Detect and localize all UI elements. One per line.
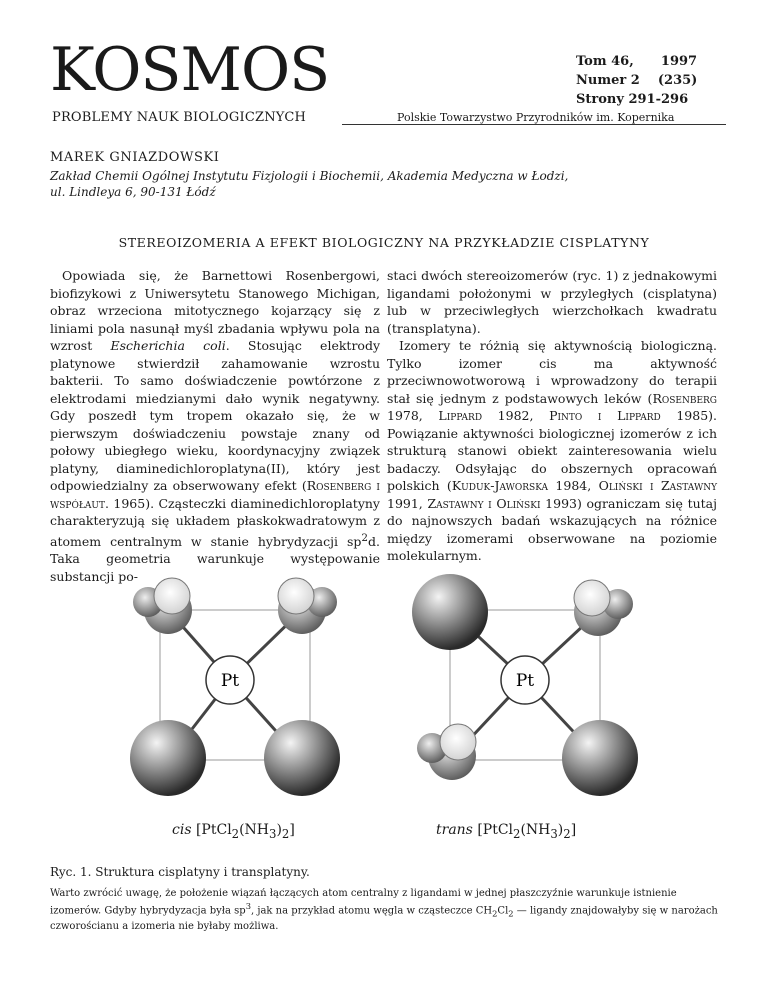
body-column-left bbox=[50, 267, 380, 585]
isomer-figure bbox=[120, 570, 660, 810]
article-title: STEREOIZOMERIA A EFEKT BIOLOGICZNY NA PRZYKŁADZIE CISPLATYNY bbox=[118, 235, 650, 250]
journal-subtitle: PROBLEMY NAUK BIOLOGICZNYCH bbox=[52, 110, 307, 125]
cis-formula: cis $[PtCl_2(NH_3)_2]$ bbox=[172, 822, 295, 841]
society-name: Polskie Towarzystwo Przyrodników im. Kopernika bbox=[397, 111, 675, 124]
author-name: MAREK GNIAZDOWSKI bbox=[50, 150, 220, 165]
chloride-ligand bbox=[130, 720, 206, 796]
pages-line: Strony 291-296 bbox=[576, 92, 689, 107]
figure-caption: Ryc. 1. Struktura cisplatyny i transplatyny. bbox=[50, 865, 310, 879]
body-column-right bbox=[387, 267, 717, 565]
paragraph: staci dwóch stereoizomerów (ryc. 1) z jednakowymi ligandami położonymi w przyległych (cisplatyna) lub w przeciwległych wierzchołkach kwadratu (transplatyna). bbox=[387, 268, 717, 336]
header-rule bbox=[342, 124, 726, 125]
chloride-ligand bbox=[562, 720, 638, 796]
volume-line: Tom 46, 1997 bbox=[576, 54, 698, 69]
chloride-ligand bbox=[412, 574, 488, 650]
cis-molecule bbox=[130, 578, 340, 796]
footnote: Warto zwrócić uwagę, że położenie wiązań łączących atom centralny z ligandami w jednej płaszczyźnie warunkuje istnienie izomerów. Gdyby hybrydyzacja była $sp^3$, jak na przykład atomu węgla w cząsteczce $CH_2Cl_2$ — ligandy znajdowałyby się w narożach czworościanu a izomeria nie byłaby możliwa. bbox=[50, 888, 718, 933]
trans-formula: trans $[PtCl_2(NH_3)_2]$ bbox=[436, 822, 577, 841]
ammine-ligand bbox=[278, 578, 337, 634]
affiliation-line: ul. Lindleya 6, 90-131 Łódź bbox=[50, 185, 216, 199]
paragraph: Izomery te różnią się aktywnością biologiczną. Tylko izomer cis ma aktywność przeciwnowotworową i wprowadzony do terapii stał się jednym z podstawowych leków (Rosenberg 1978, Lippard 1982, Pinto i Lippard 1985). Powiązanie aktywności biologicznej izomerów z ich strukturą stanowi obiekt zainteresowania wielu badaczy. Odsyłając do obszernych opracowań polskich (Kuduk-Jaworska 1984, Oliński i Zastawny 1991, Zastawny i Oliński 1993) ograniczam się tutaj do najnowszych badań wskazujących na różnice między izomerami obserwowane na poziomie molekularnym. bbox=[387, 338, 718, 563]
issue-meta bbox=[576, 52, 697, 109]
platinum-label: Pt bbox=[220, 671, 240, 691]
ammine-ligand bbox=[417, 724, 476, 780]
chloride-ligand bbox=[264, 720, 340, 796]
platinum-label: Pt bbox=[515, 671, 535, 691]
affiliation bbox=[50, 168, 690, 200]
journal-name: KOSMOS bbox=[50, 35, 330, 105]
paragraph: Opowiada się, że Barnettowi Rosenbergowi, biofizykowi z Uniwersytetu Stanowego Michigan, obraz wrzeciona mitotycznego kojarzący się z liniami pola nasunął myśl zbadania wpływu pola na wzrost Escherichia coli. Stosując elektrody platynowe stwierdził zahamowanie wzrostu bakterii. To samo doświadczenie powtórzone z elektrodami miedzianymi dało wynik negatywny. Gdy poszedł tym tropem okazało się, że w pierwszym doświadczeniu powstaje znany od połowy ubiegłego wieku, koordynacyjny związek platyny, diaminedichloroplatyna(II), który jest odpowiedzialny za obserwowany efekt (Rosenberg i współaut. 1965). Cząsteczki diaminedichloroplatyny charakteryzują się układem płaskokwadratowym z atomem centralnym w stanie hybrydyzacji $sp^2d$. Taka geometria warunkuje występowanie substancji po- bbox=[50, 268, 381, 584]
affiliation-line: Zakład Chemii Ogólnej Instytutu Fizjologii i Biochemii, Akademia Medyczna w Łodzi, bbox=[50, 169, 569, 183]
journal-logo bbox=[50, 35, 330, 105]
trans-molecule bbox=[412, 574, 638, 796]
number-line: Numer 2 (235) bbox=[576, 73, 698, 88]
ammine-ligand bbox=[133, 578, 192, 634]
ammine-ligand bbox=[574, 580, 633, 636]
